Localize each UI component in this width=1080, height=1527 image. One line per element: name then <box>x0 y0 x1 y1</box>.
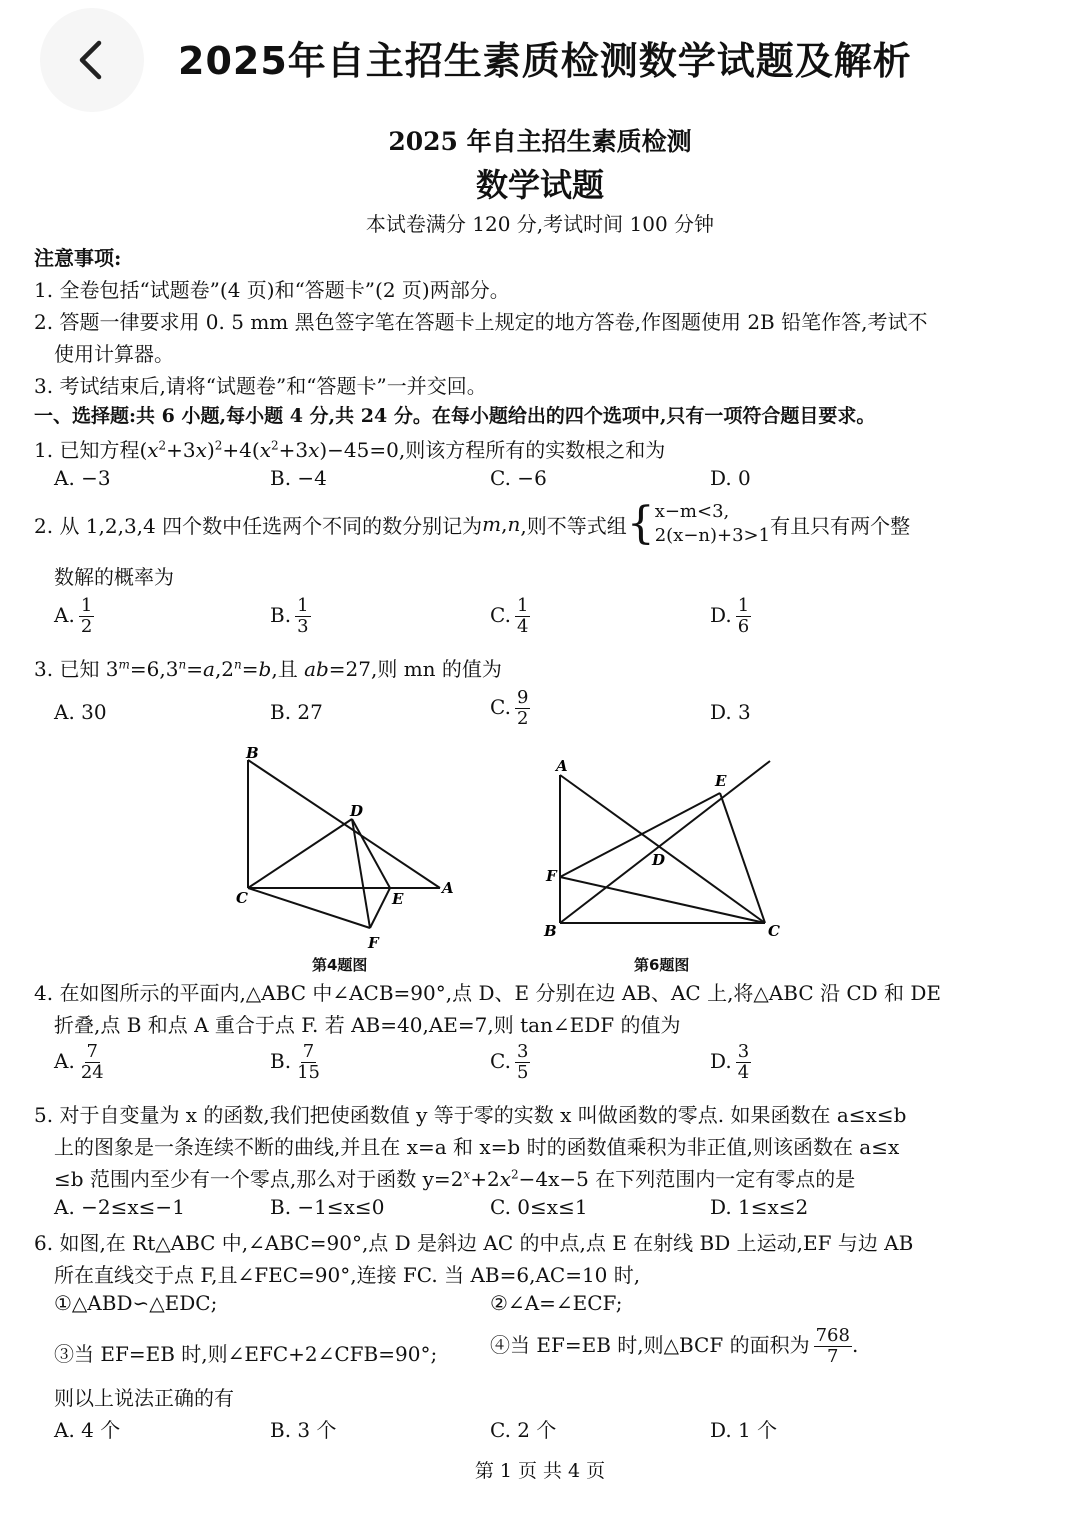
question-3: 3. 已知 $3^m=6,3^n=a,2^n=b$,且 ab=27,则 mn 的值为 <box>34 657 502 681</box>
q3-option-c[interactable]: C. $\frac{9}{2}$ <box>490 687 529 729</box>
exam-page <box>0 118 1080 1527</box>
q1-option-a[interactable]: A. −3 <box>54 466 111 490</box>
q4-option-d[interactable]: D. $\frac{3}{4}$ <box>710 1041 750 1083</box>
statement-4: ④当 EF=EB 时,则△BCF 的面积为 $\frac{768}{7}$ . <box>490 1325 859 1367</box>
q5-option-d[interactable]: D. 1≤x≤2 <box>710 1195 809 1219</box>
q1-option-c[interactable]: C. −6 <box>490 466 547 490</box>
q2-option-c[interactable]: C. $\frac{1}{4}$ <box>490 595 529 637</box>
question-2: 2. 从 1,2,3,4 四个数中任选两个不同的数分别记为 m , n ,则不等式组 { x−m<3, 2(x−n)+3>1 有且只有两个整 <box>34 498 911 549</box>
q2-option-d[interactable]: D. $\frac{1}{6}$ <box>710 595 750 637</box>
question-6-ending: 则以上说法正确的有 <box>54 1386 234 1410</box>
fig6-label-a: A <box>556 757 568 775</box>
page-title: 2025年自主招生素质检测数学试题及解析 <box>178 39 912 83</box>
note-2: 2. 答题一律要求用 0. 5 mm 黑色签字笔在答题卡上规定的地方答卷,作图题使用 2B 铅笔作答,考试不 <box>34 310 928 334</box>
question-1: 1. 已知方程$(x^2+3x)^2+4(x^2+3x)-45=0$,则该方程所有的实数根之和为 <box>34 438 666 462</box>
q6-option-d[interactable]: D. 1 个 <box>710 1418 778 1442</box>
fig6-label-e: E <box>715 772 727 790</box>
top-bar <box>0 0 1080 118</box>
fig4-label-c: C <box>236 889 248 907</box>
section-heading: 一、选择题:共 6 小题,每小题 4 分,共 24 分。在每小题给出的四个选项中,只有一项符合题目要求。 <box>34 405 876 427</box>
exam-title: 数学试题 <box>475 166 604 204</box>
q5-option-a[interactable]: A. −2≤x≤−1 <box>54 1195 185 1219</box>
figure-4 <box>220 738 470 958</box>
q3-option-b[interactable]: B. 27 <box>270 700 323 724</box>
question-2-mid: ,则不等式组 <box>520 513 627 538</box>
question-4-cont: 折叠,点 B 和点 A 重合于点 F. 若 AB=40,AE=7,则 tan∠EDF 的值为 <box>54 1013 681 1037</box>
statement-1: ①△ABD∽△EDC; <box>54 1291 218 1315</box>
q1-option-b[interactable]: B. −4 <box>270 466 327 490</box>
figure-6 <box>540 753 790 953</box>
q5-option-c[interactable]: C. 0≤x≤1 <box>490 1195 588 1219</box>
q4-option-b[interactable]: B. $\frac{7}{15}$ <box>270 1041 320 1083</box>
q6-option-c[interactable]: C. 2 个 <box>490 1418 557 1442</box>
question-4: 4. 在如图所示的平面内,△ABC 中∠ACB=90°,点 D、E 分别在边 AB、AC 上,将△ABC 沿 CD 和 DE <box>34 981 942 1005</box>
figure-6-caption: 第6题图 <box>634 956 690 974</box>
question-3-prefix: 3. 已知 3 <box>34 657 119 681</box>
fig4-label-d: D <box>350 802 364 820</box>
question-5: 5. 对于自变量为 x 的函数,我们把使函数值 y 等于零的实数 x 叫做函数的零点. 如果函数在 a≤x≤b <box>34 1103 907 1127</box>
inequality-2: 2(x−n)+3>1 <box>654 525 771 546</box>
exam-header: 2025 年自主招生素质检测 <box>388 127 692 156</box>
fig6-label-c: C <box>768 922 780 940</box>
q3-option-d[interactable]: D. 3 <box>710 700 751 724</box>
q5-option-b[interactable]: B. −1≤x≤0 <box>270 1195 385 1219</box>
note-2-cont: 使用计算器。 <box>54 342 174 366</box>
q2-option-a[interactable]: A. $\frac{1}{2}$ <box>54 595 93 637</box>
fig6-label-d: D <box>652 851 666 869</box>
page-footer: 第 1 页 共 4 页 <box>474 1460 606 1482</box>
question-5-cont-2: ≤b 范围内至少有一个零点,那么对于函数 $y=2^x+2x^2-4x-5$ 在下列范围内一定有零点的是 <box>54 1167 856 1191</box>
note-1: 1. 全卷包括“试题卷”(4 页)和“答题卡”(2 页)两部分。 <box>34 278 510 302</box>
exam-subtitle: 本试卷满分 120 分,考试时间 100 分钟 <box>365 212 715 236</box>
fig6-label-f: F <box>546 867 557 885</box>
note-3: 3. 考试结束后,请将“试题卷”和“答题卡”一并交回。 <box>34 374 487 398</box>
question-6: 6. 如图,在 Rt△ABC 中,∠ABC=90°,点 D 是斜边 AC 的中点,点 E 在射线 BD 上运动,EF 与边 AB <box>34 1231 914 1255</box>
q2-option-b[interactable]: B. $\frac{1}{3}$ <box>270 595 309 637</box>
question-5-line3-prefix: ≤b 范围内至少有一个零点,那么对于函数 y=2 <box>54 1167 464 1191</box>
question-1-prefix: 1. 已知方程( <box>34 438 148 462</box>
q6-option-b[interactable]: B. 3 个 <box>270 1418 337 1442</box>
q3-option-a[interactable]: A. 30 <box>54 700 107 724</box>
fig4-label-e: E <box>392 890 404 908</box>
q4-option-a[interactable]: A. $\frac{7}{24}$ <box>54 1041 104 1083</box>
notes-heading: 注意事项: <box>34 246 122 270</box>
q6-option-a[interactable]: A. 4 个 <box>54 1418 121 1442</box>
figure-4-caption: 第4题图 <box>312 956 368 974</box>
question-3-suffix: =27,则 mn 的值为 <box>328 657 502 681</box>
fig4-label-f: F <box>368 934 379 952</box>
question-2-suffix: 有且只有两个整 <box>770 513 911 538</box>
question-5-line3-suffix: −4x−5 在下列范围内一定有零点的是 <box>518 1167 856 1191</box>
question-1-suffix: =0,则该方程所有的实数根之和为 <box>369 438 666 462</box>
question-6-cont: 所在直线交于点 F,且∠FEC=90°,连接 FC. 当 AB=6,AC=10 时, <box>54 1263 641 1287</box>
fig4-label-a: A <box>442 879 454 897</box>
question-5-cont-1: 上的图象是一条连续不断的曲线,并且在 x=a 和 x=b 时的函数值乘积为非正值,则该函数在 a≤x <box>54 1135 900 1159</box>
q1-option-d[interactable]: D. 0 <box>710 466 751 490</box>
chevron-left-icon <box>72 38 112 82</box>
inequality-1: x−m<3, <box>654 501 730 522</box>
question-2-prefix: 2. 从 1,2,3,4 四个数中任选两个不同的数分别记为 <box>34 513 483 538</box>
statement-3: ③当 EF=EB 时,则∠EFC+2∠CFB=90°; <box>54 1342 438 1366</box>
fig6-label-b: B <box>544 922 557 940</box>
statement-2: ②∠A=∠ECF; <box>490 1291 623 1315</box>
q4-option-c[interactable]: C. $\frac{3}{5}$ <box>490 1041 529 1083</box>
back-button[interactable] <box>40 8 144 112</box>
question-2-cont: 数解的概率为 <box>54 565 174 589</box>
fig4-label-b: B <box>246 744 259 762</box>
